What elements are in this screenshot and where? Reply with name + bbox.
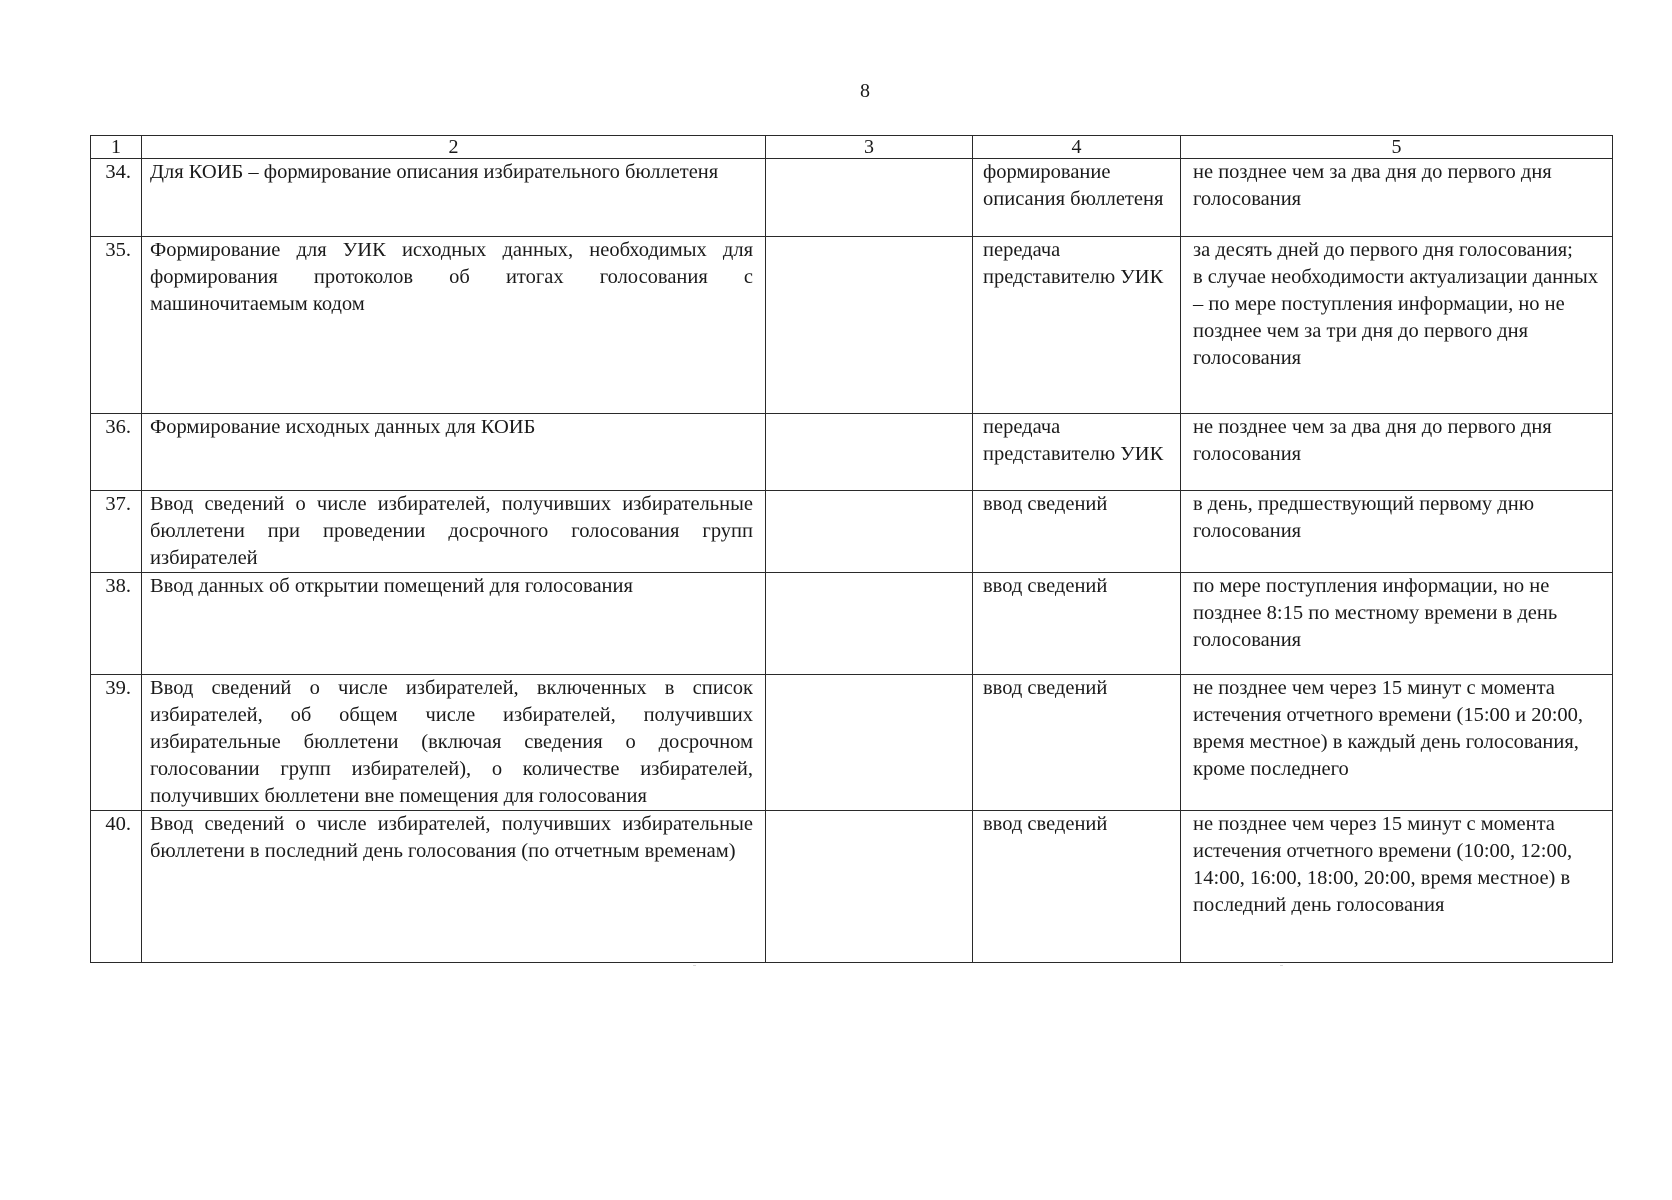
row-col3 [766,159,973,237]
row-description: Ввод сведений о числе избирателей, получивших избирательные бюллетени при проведении досрочного голосования групп избирателей [142,491,766,573]
row-col3 [766,237,973,414]
row-deadline: за десять дней до первого дня голосования; в случае необходимости актуализации данных – по мере поступления информации, но не позднее чем за три дня до первого дня голосования [1181,237,1613,414]
table-row [91,491,1613,573]
page-number: 8 [860,80,870,102]
row-action: формирование описания бюллетеня [973,159,1181,237]
row-action: передача представителю УИК [973,237,1181,414]
table-row [91,675,1613,811]
row-number: 35. [91,237,142,414]
column-header-2: 2 [142,136,766,159]
row-number: 34. [91,159,142,237]
column-header-3: 3 [766,136,973,159]
row-number: 40. [91,811,142,963]
row-action: ввод сведений [973,675,1181,811]
row-description: Ввод сведений о числе избирателей, получивших избирательные бюллетени в последний день голосования (по отчетным временам) [142,811,766,963]
row-deadline: в день, предшествующий первому дню голосования [1181,491,1613,573]
row-number: 39. [91,675,142,811]
column-header-5: 5 [1181,136,1613,159]
row-deadline: по мере поступления информации, но не позднее 8:15 по местному времени в день голосования [1181,573,1613,675]
row-col3 [766,414,973,491]
row-number: 38. [91,573,142,675]
row-action: передача представителю УИК [973,414,1181,491]
row-col3 [766,491,973,573]
row-deadline: не позднее чем за два дня до первого дня голосования [1181,159,1613,237]
scan-speck [693,965,696,966]
row-deadline: не позднее чем через 15 минут с момента истечения отчетного времени (10:00, 12:00, 14:00, 16:00, 18:00, 20:00, время местное) в последний день голосования [1181,811,1613,963]
table-row [91,414,1613,491]
scan-speck [1280,965,1283,966]
row-col3 [766,675,973,811]
row-number: 37. [91,491,142,573]
table-row [91,811,1613,963]
row-description: Формирование для УИК исходных данных, необходимых для формирования протоколов об итогах голосования с машиночитаемым кодом [142,237,766,414]
row-deadline: не позднее чем через 15 минут с момента истечения отчетного времени (15:00 и 20:00, время местное) в каждый день голосования, кроме последнего [1181,675,1613,811]
row-description: Для КОИБ – формирование описания избирательного бюллетеня [142,159,766,237]
row-description: Ввод сведений о числе избирателей, включенных в список избирателей, об общем числе избирателей, получивших избирательные бюллетени (включая сведения о досрочном голосовании групп избирателей), о количестве избирателей, получивших бюллетени вне помещения для голосования [142,675,766,811]
row-action: ввод сведений [973,573,1181,675]
table-row [91,237,1613,414]
row-number: 36. [91,414,142,491]
row-description: Ввод данных об открытии помещений для голосования [142,573,766,675]
row-deadline: не позднее чем за два дня до первого дня голосования [1181,414,1613,491]
row-action: ввод сведений [973,811,1181,963]
column-header-1: 1 [91,136,142,159]
row-col3 [766,811,973,963]
row-action: ввод сведений [973,491,1181,573]
row-col3 [766,573,973,675]
table-row [91,159,1613,237]
column-header-4: 4 [973,136,1181,159]
table-row [91,573,1613,675]
schedule-table [90,135,1613,963]
table-header-row [91,136,1613,159]
row-description: Формирование исходных данных для КОИБ [142,414,766,491]
